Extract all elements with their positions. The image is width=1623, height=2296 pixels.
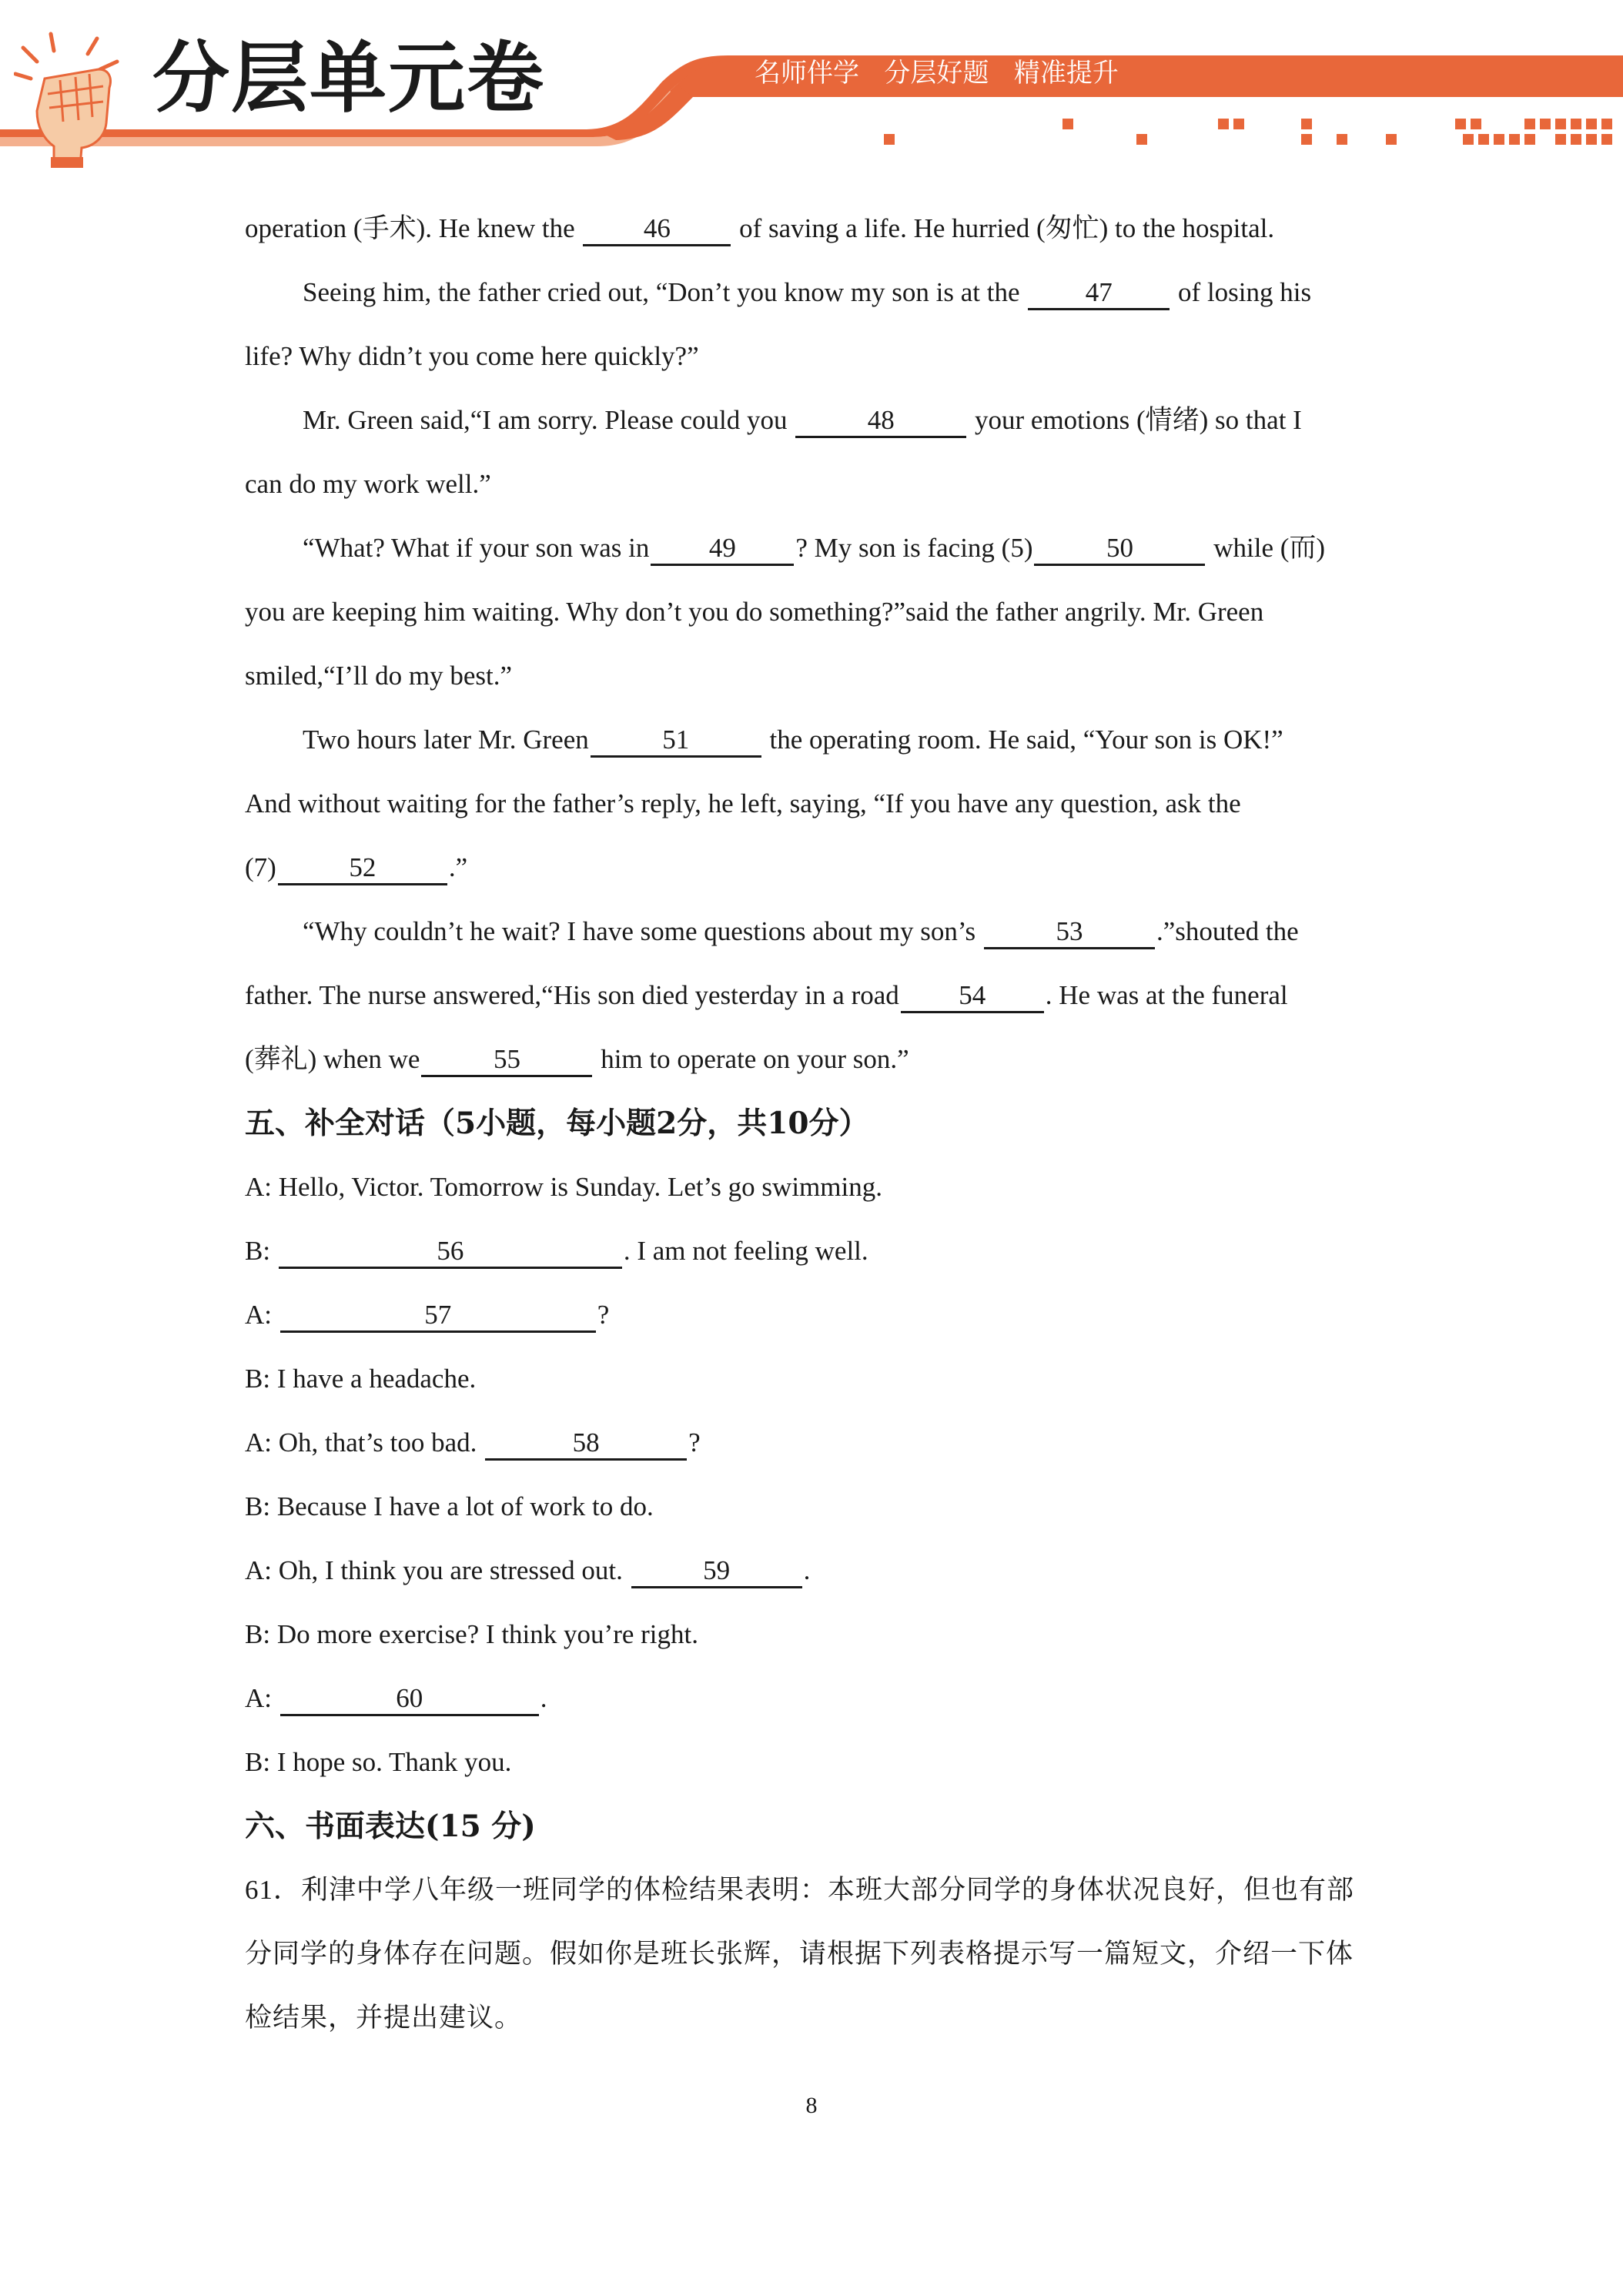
passage-line: (7) 52 .”: [245, 848, 467, 887]
raised-fist-icon: [14, 31, 129, 169]
passage-line: life? Why didn’t you come here quickly?”: [245, 341, 699, 371]
section-heading: 五、补全对话（5小题，每小题2分，共10分）: [245, 1106, 869, 1141]
answer-blank[interactable]: 58: [485, 1427, 687, 1461]
dialogue-line: A: 57 ?: [245, 1296, 609, 1334]
dialogue-line: B: Do more exercise? I think you’re right.: [245, 1619, 698, 1649]
answer-blank[interactable]: 53: [984, 916, 1155, 949]
dialogue-line: A: 60 .: [245, 1679, 547, 1718]
answer-blank[interactable]: 59: [631, 1555, 802, 1588]
dialogue-line: B: I have a headache.: [245, 1364, 477, 1394]
writing-prompt-line: 检结果，并提出建议。: [245, 2003, 523, 2033]
passage-line: can do my work well.”: [245, 469, 491, 499]
writing-prompt-line: 分同学的身体存在问题。假如你是班长张辉，请根据下列表格提示写一篇短文，介绍一下体: [245, 1939, 1354, 1969]
passage-line: you are keeping him waiting. Why don’t you do something?”said the father angrily. Mr. Green: [245, 597, 1264, 627]
writing-prompt-line: 61．利津中学八年级一班同学的体检结果表明：本班大部分同学的身体状况良好，但也有部: [245, 1875, 1355, 1905]
header-slogan: 名师伴学 分层好题 精准提升: [755, 58, 1119, 89]
passage-line: And without waiting for the father’s reply, he left, saying, “If you have any question, ask the: [245, 788, 1241, 818]
passage-line: smiled,“I’ll do my best.”: [245, 661, 513, 691]
passage-line: Mr. Green said,“I am sorry. Please could you 48 your emotions (情绪) so that I: [303, 401, 1302, 440]
dialogue-line: A: Hello, Victor. Tomorrow is Sunday. Let’s go swimming.: [245, 1172, 882, 1202]
answer-blank[interactable]: 48: [795, 405, 966, 438]
answer-blank[interactable]: 55: [421, 1044, 592, 1077]
dialogue-line: B: Because I have a lot of work to do.: [245, 1491, 654, 1521]
dialogue-line: A: Oh, that’s too bad. 58 ?: [245, 1424, 701, 1462]
dialogue-line: B: 56 . I am not feeling well.: [245, 1232, 868, 1270]
brand-title: 分层单元卷: [152, 33, 545, 123]
answer-blank[interactable]: 60: [280, 1683, 539, 1716]
dialogue-line: A: Oh, I think you are stressed out. 59 .: [245, 1551, 810, 1590]
answer-blank[interactable]: 54: [901, 980, 1044, 1013]
passage-line: Two hours later Mr. Green 51 the operating room. He said, “Your son is OK!”: [303, 721, 1283, 759]
passage-line: operation (手术). He knew the 46 of saving a life. He hurried (匆忙) to the hospital.: [245, 209, 1274, 248]
page-header: [0, 0, 1623, 162]
page-number: 8: [805, 2093, 818, 2118]
passage-line: (葬礼) when we 55 him to operate on your son.”: [245, 1040, 909, 1079]
answer-blank[interactable]: 57: [280, 1300, 596, 1333]
passage-line: father. The nurse answered,“His son died yesterday in a road 54 . He was at the funeral: [245, 976, 1288, 1015]
answer-blank[interactable]: 56: [279, 1236, 622, 1269]
section-heading: 六、书面表达(15 分): [245, 1809, 536, 1844]
answer-blank[interactable]: 47: [1028, 277, 1170, 310]
answer-blank[interactable]: 52: [278, 852, 447, 885]
passage-line: “Why couldn’t he wait? I have some questions about my son’s 53 .”shouted the: [303, 912, 1299, 951]
passage-line: Seeing him, the father cried out, “Don’t you know my son is at the 47 of losing his: [303, 273, 1311, 312]
answer-blank[interactable]: 49: [651, 533, 794, 566]
answer-blank[interactable]: 46: [583, 213, 731, 246]
passage-line: “What? What if your son was in 49 ? My son is facing (5) 50 while (而): [303, 529, 1325, 567]
answer-blank[interactable]: 50: [1034, 533, 1205, 566]
dialogue-line: B: I hope so. Thank you.: [245, 1747, 512, 1777]
answer-blank[interactable]: 51: [591, 725, 761, 758]
